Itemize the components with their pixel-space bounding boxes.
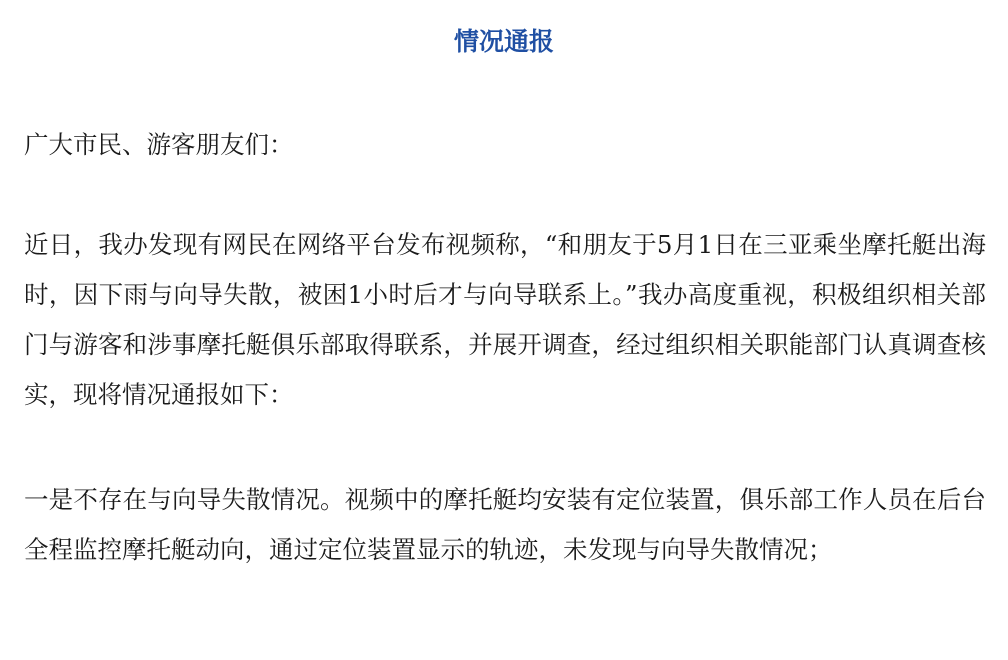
paragraph-intro: 近日，我办发现有网民在网络平台发布视频称，“和朋友于5月1日在三亚乘坐摩托艇出海时，因下雨与向导失散，被困1小时后才与向导联系上。”我办高度重视，积极组织相关部门与游客和涉事摩托艇俱乐部取得联系，并展开调查，经过组织相关职能部门认真调查核实，现将情况通报如下： (24, 230, 986, 409)
notice-title: 情况通报 (453, 27, 554, 56)
greeting-line: 广大市民、游客朋友们： (24, 130, 294, 159)
paragraph-point-one: 一是不存在与向导失散情况。视频中的摩托艇均安装有定位装置，俱乐部工作人员在后台全程监控摩托艇动向，通过定位装置显示的轨迹，未发现与向导失散情况； (24, 485, 986, 564)
